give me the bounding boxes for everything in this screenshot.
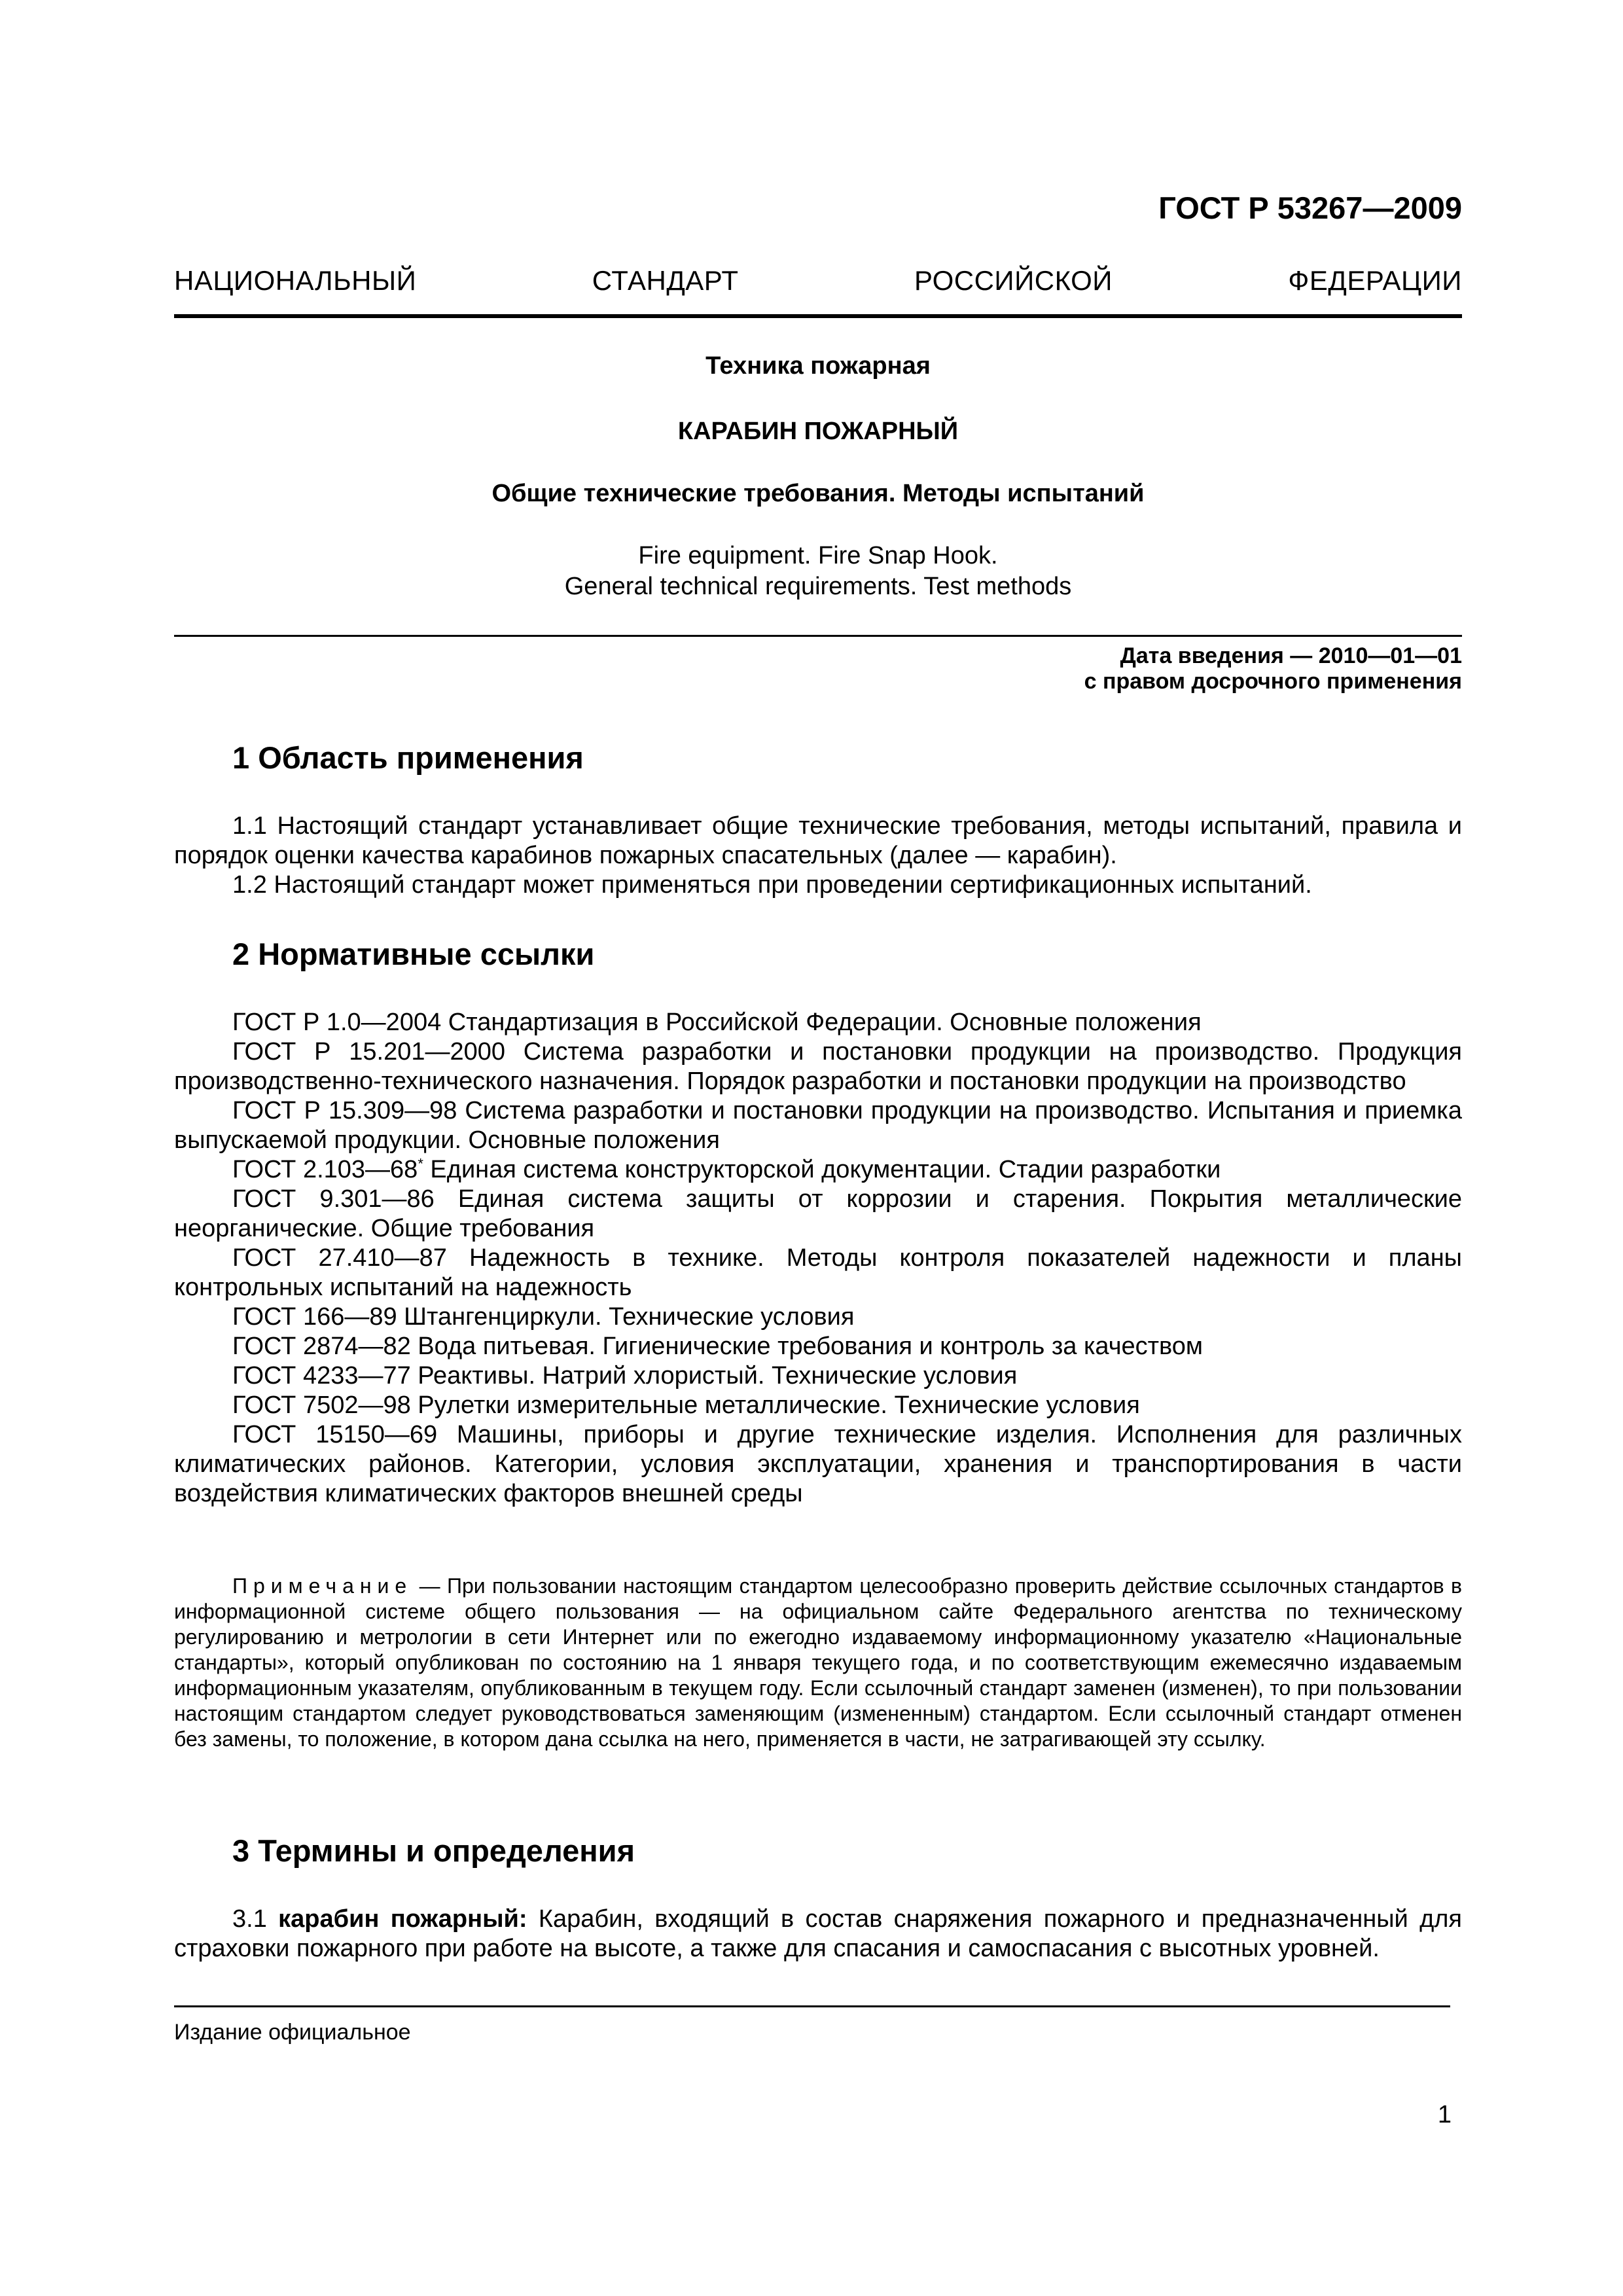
paragraph-1-1: 1.1 Настоящий стандарт устанавливает общие технические требования, методы испытаний, правила и порядок оценки качества карабинов пожарных спасательных (далее — карабин). xyxy=(174,812,1462,869)
subtitle: Общие технические требования. Методы испытаний xyxy=(491,480,1145,507)
early-application-note: с правом досрочного применения xyxy=(1084,669,1462,694)
introduction-date: Дата введения — 2010—01—01 xyxy=(1120,643,1462,668)
national-standard-header: НАЦИОНАЛЬНЫЙ СТАНДАРТ РОССИЙСКОЙ ФЕДЕРАЦИИ xyxy=(174,265,1462,296)
english-title-line-2: General technical requirements. Test methods xyxy=(564,573,1072,600)
document-code: ГОСТ Р 53267—2009 xyxy=(1158,190,1462,225)
section-1-heading: 1 Область применения xyxy=(232,740,584,775)
english-title-line-1: Fire equipment. Fire Snap Hook. xyxy=(638,542,998,569)
normative-references-list xyxy=(174,1008,1462,1509)
reference-item: ГОСТ 9.301—86 Единая система защиты от коррозии и старения. Покрытия металлические неорганические. Общие требования xyxy=(174,1185,1462,1242)
section-2-heading: 2 Нормативные ссылки xyxy=(232,937,595,971)
note-paragraph xyxy=(174,1573,1462,1752)
reference-item: ГОСТ 7502—98 Рулетки измерительные металлические. Технические условия xyxy=(232,1391,1140,1419)
page-number: 1 xyxy=(1437,2101,1452,2128)
footnote-mark: * xyxy=(418,1155,423,1172)
reference-item: ГОСТ Р 1.0—2004 Стандартизация в Российской Федерации. Основные положения xyxy=(232,1009,1202,1036)
term-definition: Карабин, входящий в состав снаряжения пожарного и предназначенный для страховки пожарного при работе на высоте, а также для спасания и самоспасания с высотных уровней. xyxy=(174,1905,1462,1962)
category-title: Техника пожарная xyxy=(705,352,931,380)
footer-rule xyxy=(174,2005,1450,2007)
reference-item: ГОСТ 2874—82 Вода питьевая. Гигиенические требования и контроль за качеством xyxy=(232,1333,1204,1360)
reference-code: ГОСТ 2.103—68 xyxy=(232,1156,418,1183)
section-3-heading: 3 Термины и определения xyxy=(232,1833,635,1868)
reference-title: Единая система конструкторской документации. Стадии разработки xyxy=(423,1156,1221,1183)
note-text: — При пользовании настоящим стандартом целесообразно проверить действие ссылочных стандартов в информационной системе общего пользования — на официальном сайте Федерального агентства по техническому регулированию и метрологии в сети Интернет или по ежегодно издаваемому информационному указателю «Национальные стандарты», который опубликован по состоянию на 1 января текущего года, и по соответствующим ежемесячно издаваемым информационным указателям, опубликованным в текущем году. Если ссылочный стандарт заменен (изменен), то при пользовании настоящим стандартом следует руководствоваться заменяющим (измененным) стандартом. Если ссылочный стандарт отменен без замены, то положение, в котором дана ссылка на него, применяется в части, не затрагивающей эту ссылку. xyxy=(174,1574,1462,1751)
reference-item: ГОСТ Р 15.201—2000 Система разработки и постановки продукции на производство. Продукция производственно-технического назначения. Порядок разработки и постановки продукции на производство xyxy=(174,1038,1462,1095)
reference-item: ГОСТ Р 15.309—98 Система разработки и постановки продукции на производство. Испытания и приемка выпускаемой продукции. Основные положения xyxy=(174,1097,1462,1154)
paragraph-1-2: 1.2 Настоящий стандарт может применяться при проведении сертификационных испытаний. xyxy=(232,871,1312,899)
paragraph-3-1 xyxy=(174,1905,1462,1964)
header-rule xyxy=(174,314,1462,318)
reference-item: ГОСТ 166—89 Штангенциркули. Технические условия xyxy=(232,1303,855,1331)
reference-item xyxy=(174,1155,1462,1185)
reference-item: ГОСТ 27.410—87 Надежность в технике. Методы контроля показателей надежности и планы контрольных испытаний на надежность xyxy=(174,1244,1462,1301)
paragraph-number: 3.1 xyxy=(232,1905,279,1933)
edition-label: Издание официальное xyxy=(174,2020,411,2045)
reference-item: ГОСТ 15150—69 Машины, приборы и другие технические изделия. Исполнения для различных климатических районов. Категории, условия эксплуатации, хранения и транспортирования в части воздействия климатических факторов внешней среды xyxy=(174,1421,1462,1507)
title-rule xyxy=(174,635,1462,637)
reference-item: ГОСТ 4233—77 Реактивы. Натрий хлористый. Технические условия xyxy=(232,1362,1018,1390)
term: карабин пожарный: xyxy=(278,1905,527,1933)
note-label: Примечание xyxy=(232,1574,413,1598)
main-title: КАРАБИН ПОЖАРНЫЙ xyxy=(677,418,959,445)
